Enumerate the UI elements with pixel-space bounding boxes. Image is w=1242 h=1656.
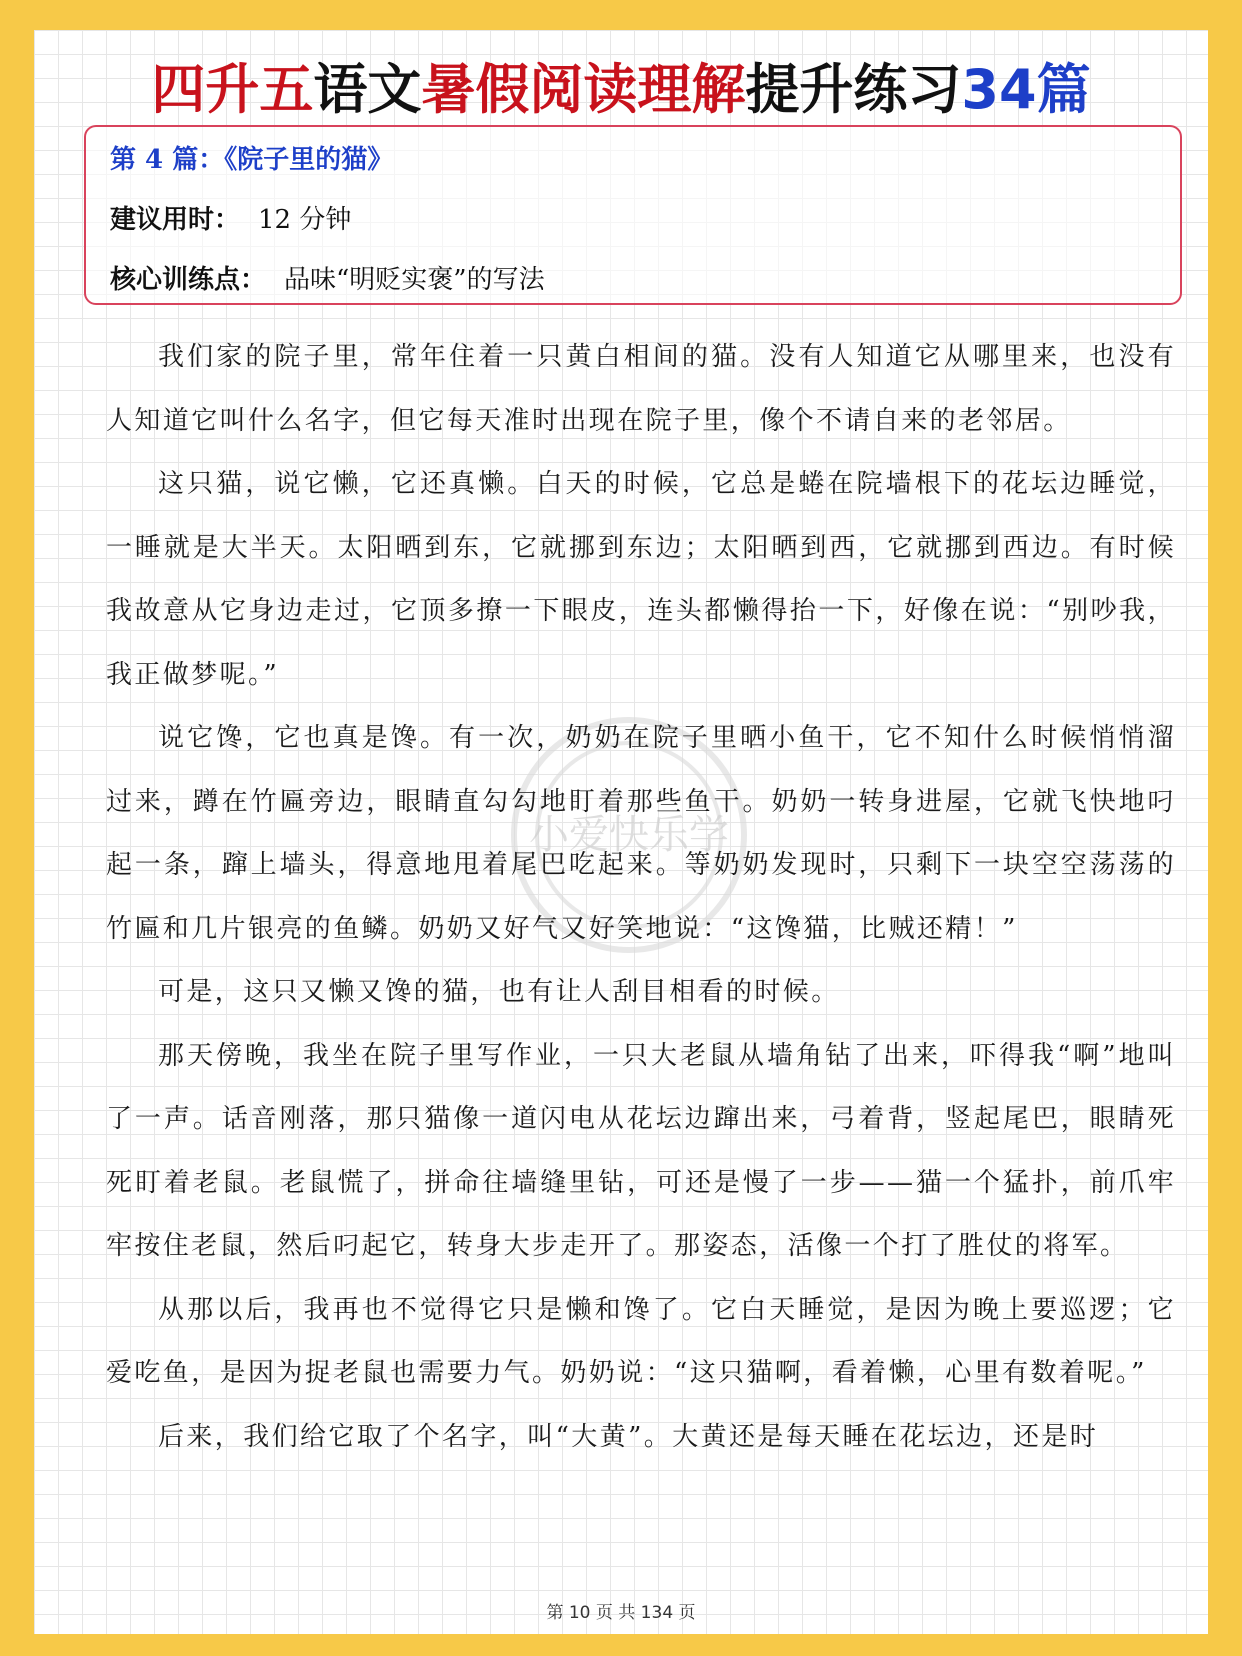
paragraph: 说它馋，它也真是馋。有一次，奶奶在院子里晒小鱼干，它不知什么时候悄悄溜过来，蹲在竹匾旁边，眼睛直勾勾地盯着那些鱼干。奶奶一转身进屋，它就飞快地叼起一条，蹿上墙头，得意地甩着尾巴吃起来。等奶奶发现时，只剩下一块空空荡荡的竹匾和几片银亮的鱼鳞。奶奶又好气又好笑地说：“这馋猫，比贼还精！” <box>106 723 1176 944</box>
suggested-time <box>110 199 351 236</box>
title-grade: 四升五 <box>151 58 314 121</box>
time-value: 12 分钟 <box>258 205 352 235</box>
paragraph: 那天傍晚，我坐在院子里写作业，一只大老鼠从墙角钻了出来，吓得我“啊”地叫了一声。话音刚落，那只猫像一道闪电从花坛边蹿出来，弓着背，竖起尾巴，眼睛死死盯着老鼠。老鼠慌了，拼命往墙缝里钻，可还是慢了一步——猫一个猛扑，前爪牢牢按住老鼠，然后叼起它，转身大步走开了。那姿态，活像一个打了胜仗的将军。 <box>106 1040 1176 1261</box>
focus-value: 品味“明贬实褒”的写法 <box>284 265 545 295</box>
article-body <box>106 326 1176 1469</box>
paragraph: 这只猫，说它懒，它还真懒。白天的时候，它总是蜷在院墙根下的花坛边睡觉，一睡就是大半天。太阳晒到东，它就挪到东边；太阳晒到西，它就挪到西边。有时候我故意从它身边走过，它顶多撩一下眼皮，连头都懒得抬一下，好像在说：“别吵我，我正做梦呢。” <box>106 469 1176 690</box>
page-title <box>34 48 1208 132</box>
title-practice: 提升练习 <box>745 58 962 121</box>
watermark-text: 小爱快乐学 <box>529 812 729 858</box>
info-box <box>84 125 1182 305</box>
paragraph: 我们家的院子里，常年住着一只黄白相间的猫。没有人知道它从哪里来，也没有人知道它叫什么名字，但它每天准时出现在院子里，像个不请自来的老邻居。 <box>106 342 1176 436</box>
paragraph: 可是，这只又懒又馋的猫，也有让人刮目相看的时候。 <box>158 977 840 1007</box>
paragraph: 后来，我们给它取了个名字，叫“大黄”。大黄还是每天睡在花坛边，还是时 <box>158 1421 1099 1452</box>
focus-label: 核心训练点： <box>110 265 267 295</box>
worksheet-page <box>34 30 1208 1634</box>
page-number: 第 10 页 共 134 页 <box>546 1603 696 1623</box>
title-subject: 语文 <box>313 58 422 121</box>
title-count: 34篇 <box>961 58 1091 121</box>
title-topic: 暑假阅读理解 <box>421 58 746 121</box>
paragraph: 从那以后，我再也不觉得它只是懒和馋了。它白天睡觉，是因为晚上要巡逻；它爱吃鱼，是因为捉老鼠也需要力气。奶奶说：“这只猫啊，看着懒，心里有数着呢。” <box>106 1294 1176 1388</box>
time-label: 建议用时： <box>110 205 241 235</box>
training-focus <box>110 259 545 296</box>
chapter-heading: 第 4 篇：《院子里的猫》 <box>110 145 394 175</box>
